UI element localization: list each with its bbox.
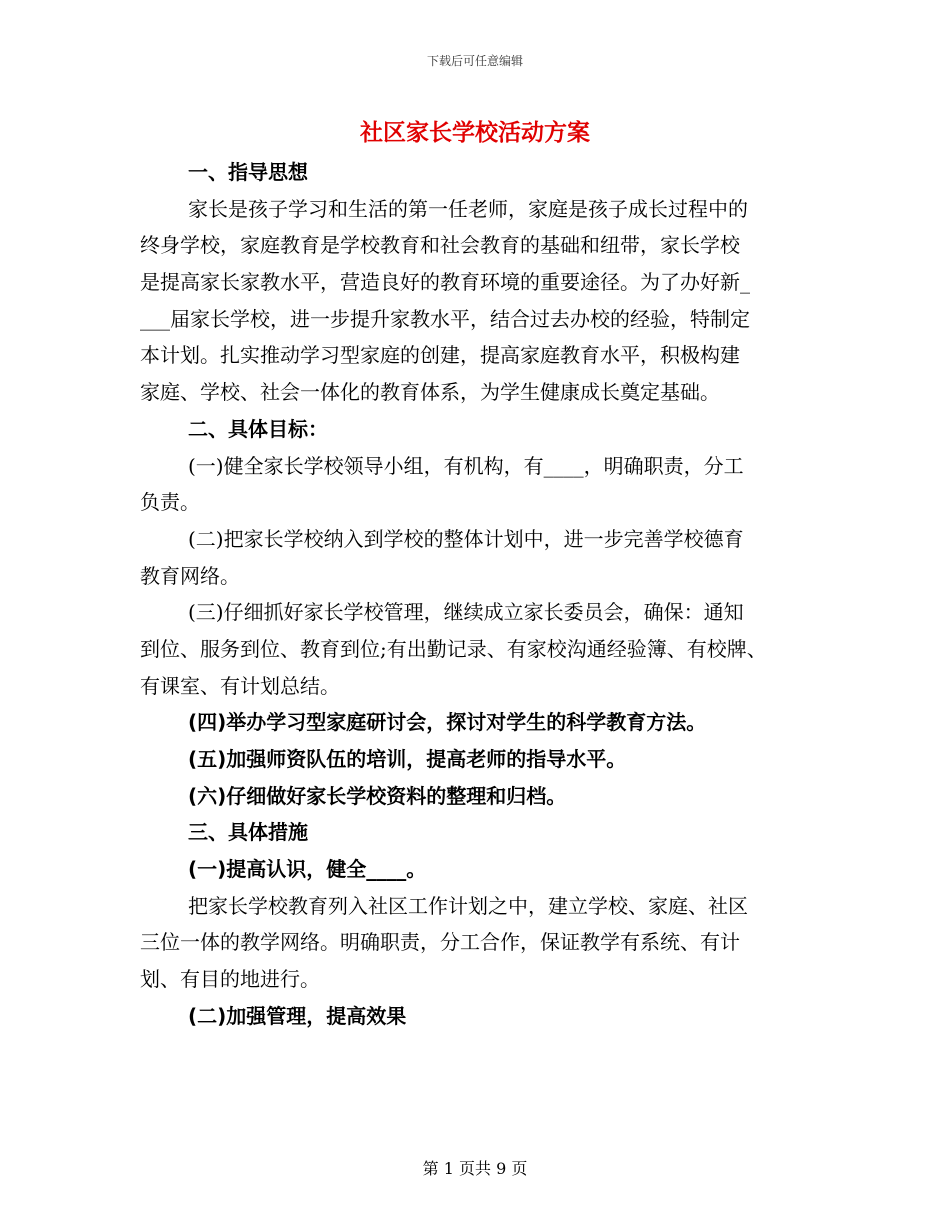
paragraph-line: 划、有目的地进行。: [140, 967, 320, 992]
document-body: [140, 154, 810, 1035]
bold-item: (四)举办学习型家庭研讨会，探讨对学生的科学教育方法。: [188, 710, 707, 735]
paragraph-line: 家长是孩子学习和生活的第一任老师，家庭是孩子成长过程中的: [188, 196, 748, 221]
section-heading: 二、具体目标：: [188, 416, 328, 441]
paragraph-line: 把家长学校教育列入社区工作计划之中，建立学校、家庭、社区: [188, 893, 748, 918]
page-header: 下载后可任意编辑: [426, 54, 523, 68]
paragraph-line: (一)健全家长学校领导小组，有机构，有____，明确职责，分工: [188, 453, 744, 478]
paragraph-line: 本计划。扎实推动学习型家庭的创建，提高家庭教育水平，积极构建: [140, 343, 740, 368]
page-footer: 第 1 页共 9 页: [422, 1159, 528, 1178]
document-title: 社区家长学校活动方案: [360, 120, 590, 146]
paragraph-line: 三位一体的教学网络。明确职责，分工合作，保证教学有系统、有计: [140, 930, 740, 955]
paragraph-line: 家庭、学校、社会一体化的教育体系，为学生健康成长奠定基础。: [140, 380, 720, 405]
subsection-heading: (一)提高认识，健全____。: [188, 857, 427, 882]
paragraph-line: ___届家长学校，进一步提升家教水平，结合过去办校的经验，特制定: [140, 306, 750, 331]
paragraph-line: 教育网络。: [140, 563, 240, 588]
paragraph-line: 是提高家长家教水平，营造良好的教育环境的重要途径。为了办好新_: [140, 270, 750, 295]
paragraph-line: 终身学校，家庭教育是学校教育和社会教育的基础和纽带，家长学校: [140, 233, 740, 258]
bold-item: (五)加强师资队伍的培训，提高老师的指导水平。: [188, 747, 627, 771]
paragraph-line: (二)把家长学校纳入到学校的整体计划中，进一步完善学校德育: [188, 526, 744, 551]
paragraph-line: 有课室、有计划总结。: [140, 673, 340, 698]
paragraph-line: 到位、服务到位、教育到位;有出勤记录、有家校沟通经验簿、有校牌、: [140, 636, 767, 661]
subsection-heading: (二)加强管理，提高效果: [188, 1003, 407, 1028]
bold-item: (六)仔细做好家长学校资料的整理和归档。: [188, 783, 567, 808]
paragraph-line: 负责。: [140, 490, 200, 515]
section-heading: 三、具体措施: [188, 820, 308, 845]
paragraph-line: (三)仔细抓好家长学校管理，继续成立家长委员会，确保：通知: [188, 600, 744, 625]
section-heading: 一、指导思想: [188, 160, 308, 184]
